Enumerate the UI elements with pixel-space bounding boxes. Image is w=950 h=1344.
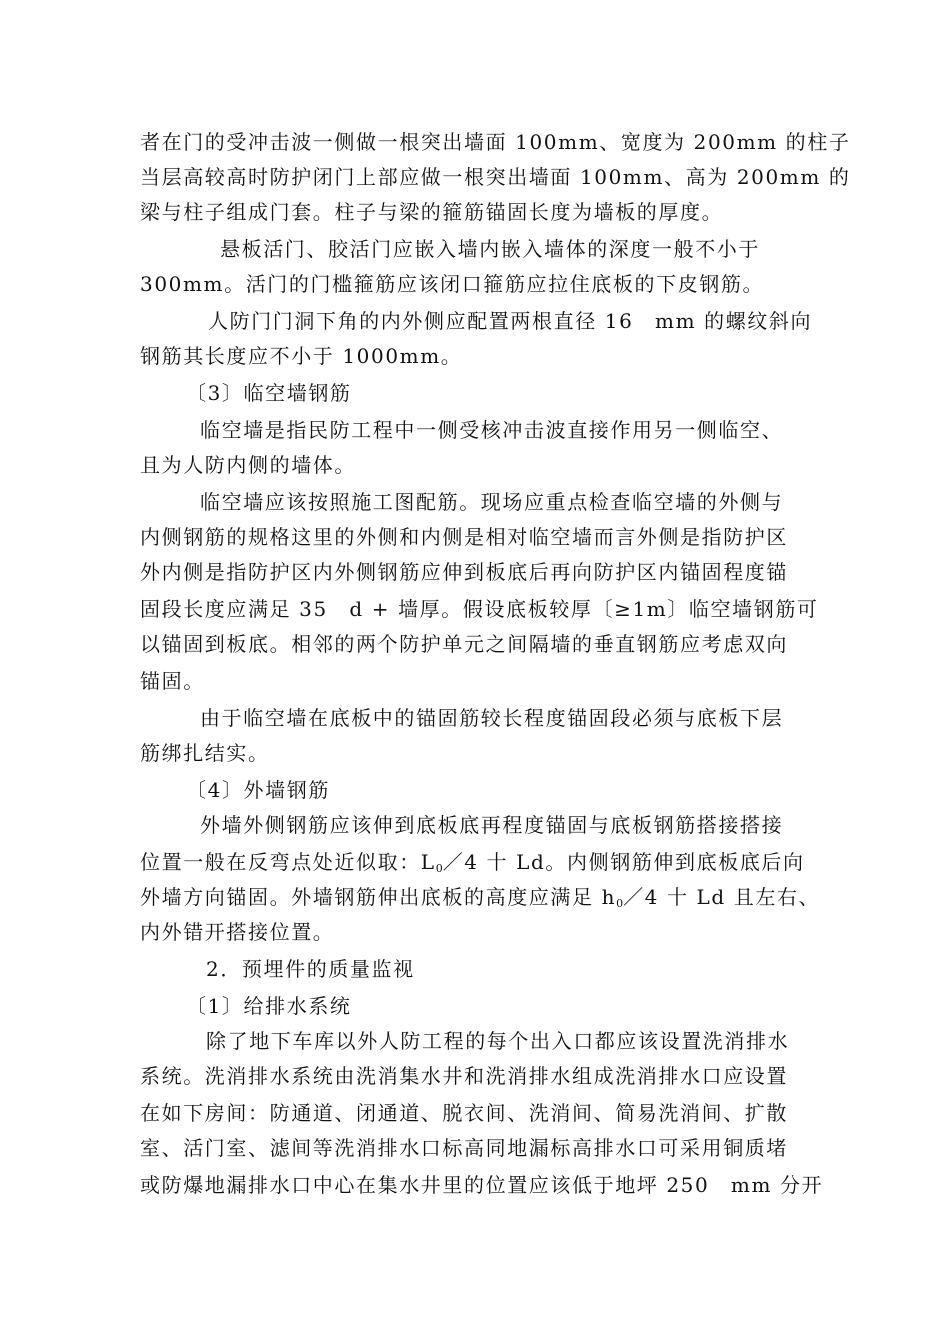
- text-line-10: 且为人防内侧的墙体。: [140, 453, 356, 477]
- section-heading-2: 2．预埋件的质量监视: [206, 957, 415, 981]
- text-line-16: 锚固。: [140, 669, 205, 693]
- formula-suffix: ／4 十 Ld。: [442, 850, 568, 874]
- text-line-22: [140, 882, 820, 919]
- text-line-9: 临空墙是指民防工程中一侧受核冲击波直接作用另一侧临空、: [200, 418, 784, 442]
- text-line-18: 筋绑扎结实。: [140, 741, 270, 765]
- line-start: 外墙方向锚固。外墙钢筋伸出底板的高度应满足: [140, 885, 594, 909]
- text-line-17: 由于临空墙在底板中的锚固筋较长程度锚固段必须与底板下层: [200, 706, 784, 730]
- text-line-7: 钢筋其长度应不小于 1000mm。: [140, 344, 463, 368]
- text-line-4: 悬板活门、胶活门应嵌入墙内嵌入墙体的深度一般不小于: [220, 237, 760, 261]
- text-line-14: 固段长度应满足 35 d + 墙厚。假设底板较厚〔≥1m〕临空墙钢筋可: [140, 597, 819, 621]
- line-continuation: 内侧钢筋伸到底板底后向: [567, 850, 805, 874]
- text-line-27: 系统。洗消排水系统由洗消集水井和洗消排水组成洗消排水口应设置: [140, 1064, 788, 1088]
- text-line-3: 梁与柱子组成门套。柱子与梁的箍筋锚固长度为墙板的厚度。: [140, 200, 724, 224]
- text-line-28: 在如下房间：防通道、闭通道、脱衣间、洗消间、简易洗消间、扩散: [140, 1101, 788, 1125]
- text-line-6: 人防门门洞下角的内外侧应配置两根直径 16 mm 的螺纹斜向: [208, 309, 813, 333]
- section-heading-1: 〔1〕给排水系统: [186, 994, 352, 1018]
- formula-suffix: ／4 十 Ld 且左右、: [623, 885, 821, 909]
- section-heading-3: 〔3〕临空墙钢筋: [186, 381, 352, 405]
- subscript-zero: 0: [616, 897, 624, 910]
- formula-prefix: h: [593, 885, 617, 909]
- text-line-29: 室、活门室、滤间等洗消排水口标高同地漏标高排水口可采用铜质堵: [140, 1136, 788, 1160]
- text-line-1: 者在门的受冲击波一侧做一根突出墙面 100mm、宽度为 200mm 的柱子: [140, 130, 851, 154]
- text-line-15: 以锚固到板底。相邻的两个防护单元之间隔墙的垂直钢筋应考虑双向: [140, 632, 788, 656]
- text-line-21: [140, 847, 805, 884]
- formula-prefix: 位置一般在反弯点处近似取：L: [140, 850, 436, 874]
- text-line-23: 内外错开搭接位置。: [140, 920, 335, 944]
- text-line-30: 或防爆地漏排水口中心在集水井里的位置应该低于地坪 250 mm 分开: [140, 1173, 824, 1197]
- text-line-5: 300mm。活门的门槛箍筋应该闭口箍筋应拉住底板的下皮钢筋。: [140, 272, 765, 296]
- text-line-13: 外内侧是指防护区内外侧钢筋应伸到板底后再向防护区内锚固程度锚: [140, 560, 788, 584]
- text-line-11: 临空墙应该按照施工图配筋。现场应重点检查临空墙的外侧与: [200, 490, 784, 514]
- text-line-12: 内侧钢筋的规格这里的外侧和内侧是相对临空墙而言外侧是指防护区: [140, 525, 788, 549]
- subscript-zero: 0: [435, 862, 443, 875]
- text-line-2: 当层高较高时防护闭门上部应做一根突出墙面 100mm、高为 200mm 的: [140, 165, 851, 189]
- text-line-26: 除了地下车库以外人防工程的每个出入口都应该设置洗消排水: [206, 1029, 790, 1053]
- text-line-20: 外墙外侧钢筋应该伸到底板底再程度锚固与底板钢筋搭接搭接: [200, 813, 784, 837]
- section-heading-4: 〔4〕外墙钢筋: [186, 778, 330, 802]
